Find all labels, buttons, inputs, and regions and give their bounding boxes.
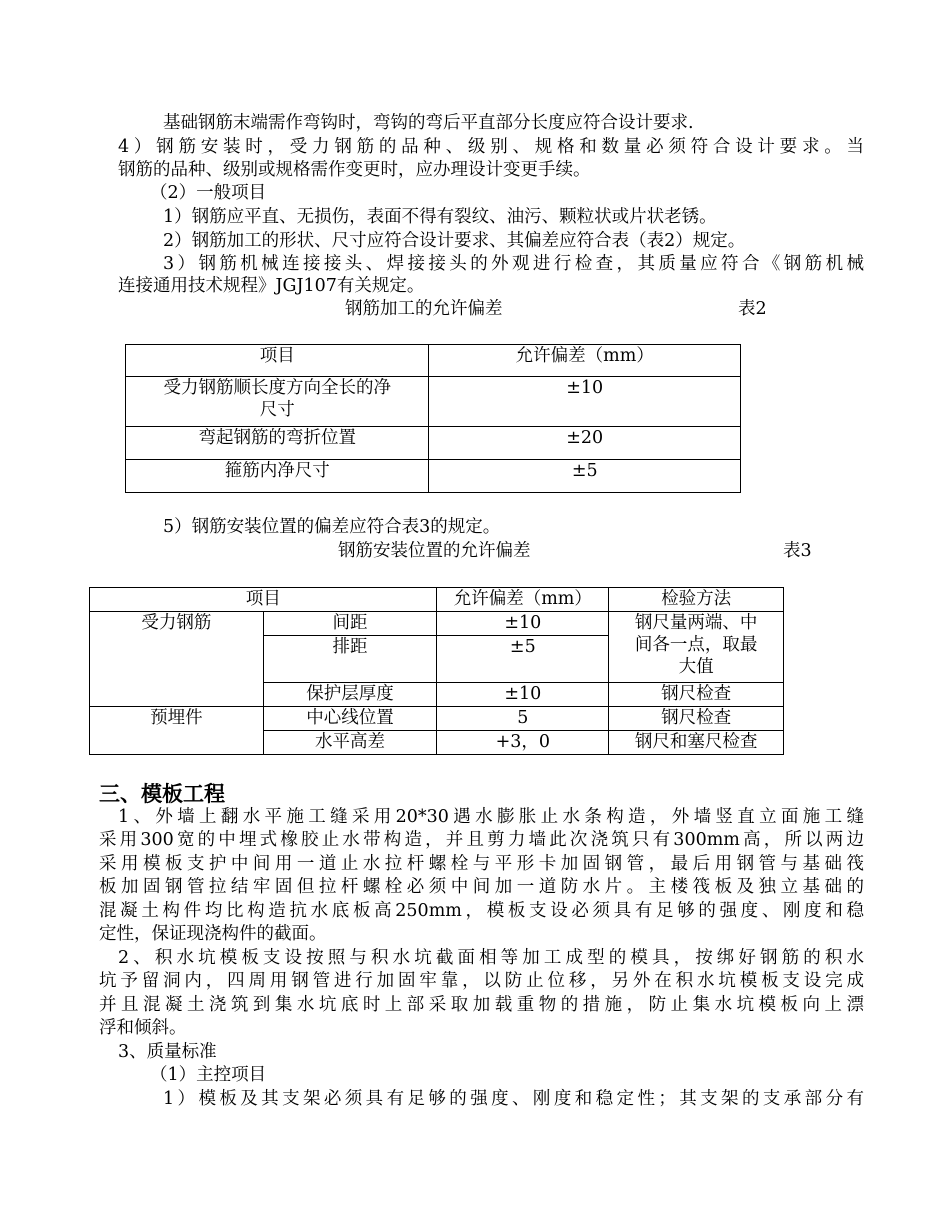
table-cell: 箍筋内净尺寸 [126,460,429,493]
text-line: 基础钢筋末端需作弯钩时，弯钩的弯后平直部分长度应符合设计要求. [163,113,694,133]
text-line: 混凝土构件均比构造抗水底板高250mm，模板支设必须具有足够的强度、刚度和稳 [99,901,864,921]
text-line: 钢筋的品种、级别或规格需作变更时，应办理设计变更手续。 [118,160,591,180]
table-caption: 钢筋安装位置的允许偏差 [338,541,531,561]
table-label: 表3 [783,541,812,561]
table-group-cell: 预埋件 [90,707,264,755]
text-line: 1）模板及其支架必须具有足够的强度、刚度和稳定性；其支架的支承部分有 [163,1089,864,1109]
tolerance-table-3 [89,587,784,755]
text-line: 3、质量标准 [118,1042,217,1062]
text-line: 5）钢筋安装位置的偏差应符合表3的规定。 [163,517,501,537]
table-cell: 间距 [263,612,437,636]
text-line: 1）钢筋应平直、无损伤，表面不得有裂纹、油污、颗粒状或片状老锈。 [163,207,717,227]
table-row [90,707,784,731]
text-line: 板加固钢管拉结牢固但拉杆螺栓必须中间加一道防水片。主楼筏板及独立基础的 [99,877,864,897]
table-cell: 钢尺检查 [609,683,784,707]
table-cell: 排距 [263,636,437,683]
text-line: 3）钢筋机械连接接头、焊接接头的外观进行检查，其质量应符合《钢筋机械 [163,254,864,274]
text-line: 2、积水坑模板支设按照与积水坑截面相等加工成型的模具，按绑好钢筋的积水 [118,948,864,968]
text-line: 4）钢筋安装时，受力钢筋的品种、级别、规格和数量必须符合设计要求。当 [118,137,864,157]
table-row [90,612,784,636]
table-row [126,377,741,427]
text-line: （2）一般项目 [150,183,267,203]
text-line: 1、外墙上翻水平施工缝采用20*30遇水膨胀止水条构造，外墙竖直立面施工缝 [118,807,864,827]
table-cell: ±10 [437,683,609,707]
table-row [126,427,741,460]
text-line: 采用模板支护中间用一道止水拉杆螺栓与平形卡加固钢管，最后用钢管与基础筏 [99,854,864,874]
table-header: 项目 [90,588,437,612]
table-header: 允许偏差（mm） [437,588,609,612]
table-cell: 弯起钢筋的弯折位置 [126,427,429,460]
table-cell: 中心线位置 [263,707,437,731]
table-cell: 钢尺检查 [609,707,784,731]
text-line: 浮和倾斜。 [99,1018,187,1038]
table-cell: 保护层厚度 [263,683,437,707]
section-heading: 三、模板工程 [99,782,225,806]
table-cell: ±5 [437,636,609,683]
table-cell: 钢尺量两端、中 间各一点，取最 大值 [609,612,784,683]
tolerance-table-2 [125,344,741,493]
text-line: 并且混凝土浇筑到集水坑底时上部采取加载重物的措施，防止集水坑模板向上漂 [99,995,864,1015]
table-cell: ±5 [429,460,741,493]
table-group-cell: 受力钢筋 [90,612,264,707]
table-row [126,460,741,493]
text-line: 2）钢筋加工的形状、尺寸应符合设计要求、其偏差应符合表（表2）规定。 [163,231,746,251]
text-line: 连接通用技术规程》JGJ107有关规定。 [118,276,425,296]
table-cell: +3，0 [437,731,609,755]
table-caption: 钢筋加工的允许偏差 [345,299,503,319]
table-header: 允许偏差（mm） [429,345,741,377]
table-label: 表2 [738,299,767,319]
text-line: 坑予留洞内，四周用钢管进行加固牢靠，以防止位移，另外在积水坑模板支设完成 [99,971,864,991]
text-line: 定性，保证现浇构件的截面。 [99,924,327,944]
table-cell: ±10 [437,612,609,636]
table-cell: ±10 [429,377,741,427]
table-cell: ±20 [429,427,741,460]
table-header: 项目 [126,345,429,377]
table-cell: 5 [437,707,609,731]
text-line: （1）主控项目 [150,1065,267,1085]
text-line: 采用300宽的中埋式橡胶止水带构造，并且剪力墙此次浇筑只有300mm高，所以两边 [99,830,864,850]
table-header: 检验方法 [609,588,784,612]
table-cell: 水平高差 [263,731,437,755]
table-cell: 受力钢筋顺长度方向全长的净 尺寸 [126,377,429,427]
table-cell: 钢尺和塞尺检查 [609,731,784,755]
